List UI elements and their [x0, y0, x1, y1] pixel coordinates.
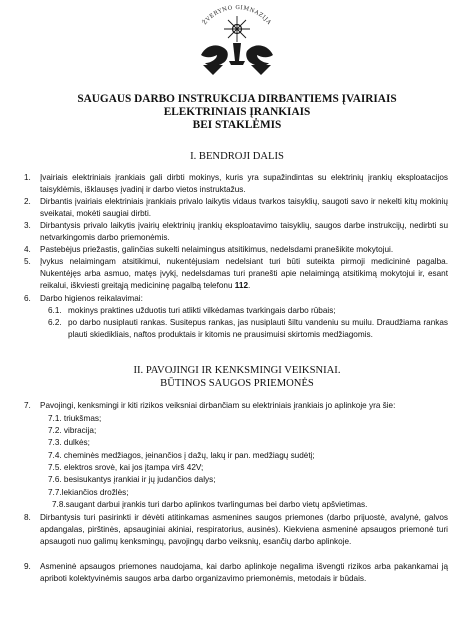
item-text: po darbo nusiplauti rankas. Susitepus rankas, jas nusiplauti šiltu vandeniu su muilu. Draudžiama rankas plauti skiedikliais, naftos produktais ir kitomis ne prausimuisi skirtomis medžiagomis. — [68, 318, 448, 340]
item-number: 6.1. — [48, 306, 62, 315]
item-text: Dirbantis įvairiais elektriniais įrankiais privalo laikytis vidaus tvarkos taisyklių, saugoti savo ir nekelti kitų mokinių sveikatai, mokėti saugiai dirbti. — [40, 197, 448, 219]
hazard-item: 7.8.saugant darbui įrankis turi darbo aplinkos tvarlingumas bei darbo vietų apšvietimas. — [52, 500, 368, 509]
hazard-item: 7.5. elektros srovė, kai jos įtampa virš 42V; — [48, 463, 204, 472]
list-item — [24, 512, 448, 548]
item-text: Pavojingi, kenksmingi ir kiti rizikos veiksniai dirbančiam su elektriniais įrankiais jo aplinkoje yra šie: — [40, 401, 396, 410]
hazard-item: 7.4. cheminės medžiagos, įeinančios į dažų, lakų ir pan. medžiagų sudėtį; — [48, 451, 315, 460]
document-title — [40, 93, 434, 132]
title-line-3: BEI STAKLĖMIS — [192, 119, 282, 131]
hazard-item: 7.2. vibracija; — [48, 426, 97, 435]
section-2-subheading: BŪTINOS SAUGOS PRIEMONĖS — [160, 378, 314, 389]
sub-list-item — [48, 305, 448, 317]
item-number: 8. — [24, 513, 31, 522]
item-number: 6.2. — [48, 318, 62, 327]
hazard-item: 7.3. dulkės; — [48, 438, 90, 447]
list-item — [24, 196, 448, 220]
item-number: 6. — [24, 294, 31, 303]
list-item — [24, 561, 448, 585]
item-text: mokinys praktines užduotis turi atlikti vilkėdamas tvarkingais darbo rūbais; — [68, 306, 336, 315]
list-item — [24, 172, 448, 196]
item-text: Pastebėjus priežastis, galinčias sukelti nelaimingus atsitikimus, nedelsdami pranešikite mokytojui. — [40, 245, 394, 254]
list-item — [24, 256, 448, 292]
item-number: 7. — [24, 401, 31, 410]
list-item — [24, 220, 448, 244]
item-number: 2. — [24, 197, 31, 206]
item-text: Dirbantysis turi pasirinkti ir dėvėti atitinkamas asmenines saugos priemones (darbo prijuostė, avalynė, galvos apdangalas, pirštinės, apsauginiai akiniai, respiratorius, ausinės). Kiekviena asmeninė apsaugos priemonė turi apsaugoti nuo galimų kenksmingų, pavojingų darbo veiksnių, esančių darbo aplinkoje. — [40, 513, 448, 547]
hazard-item: 7.6. besisukantys įrankiai ir jų judančios dalys; — [48, 475, 216, 484]
item-text: Asmeninė apsaugos priemones naudojama, kai darbo aplinkoje negalima išvengti rizikos arba pakankamai ją apriboti kolektyvinėmis saugos arba darbo organizavimo priemonėmis, metodais ir būdais. — [40, 562, 448, 584]
section-1-heading: I. BENDROJI DALIS — [190, 151, 284, 162]
item-number: 3. — [24, 221, 31, 230]
list-item — [24, 293, 448, 305]
emblem-icon — [201, 16, 273, 75]
item-text: Įvairiais elektriniais įrankiais gali dirbti mokinys, kuris yra supažindintas su elektrinių įrankių eksploatacijos taisyklėmis, išklausęs įvadinį ir darbo vietos instruktažus. — [40, 173, 448, 195]
list-item — [24, 244, 448, 256]
logo-text: ŽVERYNO GIMNAZIJA — [201, 4, 273, 27]
section-2-heading: II. PAVOJINGI IR KENKSMINGI VEIKSNIAI. — [133, 365, 341, 376]
hazard-item: 7.7.lekiančios drožlės; — [48, 488, 129, 497]
item-number: 9. — [24, 562, 31, 571]
item-number: 5. — [24, 257, 31, 266]
list-item — [24, 400, 448, 412]
school-logo — [183, 3, 291, 85]
item-text: Įvykus nelaimingam atsitikimui, nukentėjusiam nedelsiant turi būti suteikta pirmoji medicininė pagalba. Nukentėjęs arba asmuo, matęs įvykį, nedelsdamas turi pranešti apie nelaimingą atsitikimą mokytojui ir, esant reikalui, iškviesti greitąją medicininę pagalbą telefonu 112. — [40, 257, 448, 291]
hazard-item: 7.1. triukšmas; — [48, 414, 102, 423]
item-text: Dirbantysis privalo laikytis įvairių elektrinių įrankių eksploatavimo taisyklių, saugos darbe instrukcijų, nedirbti su netvarkingomis darbo priemonėmis. — [40, 221, 448, 243]
title-line-2: ELEKTRINIAIS ĮRANKIAIS — [163, 106, 311, 118]
item-text: Darbo higienos reikalavimai: — [40, 294, 143, 303]
sub-list-item — [48, 317, 448, 341]
item-number: 4. — [24, 245, 31, 254]
emergency-phone: 112 — [234, 281, 249, 291]
item-number: 1. — [24, 173, 31, 182]
title-line-1: SAUGAUS DARBO INSTRUKCIJA DIRBANTIEMS ĮVAIRIAIS — [77, 93, 397, 105]
